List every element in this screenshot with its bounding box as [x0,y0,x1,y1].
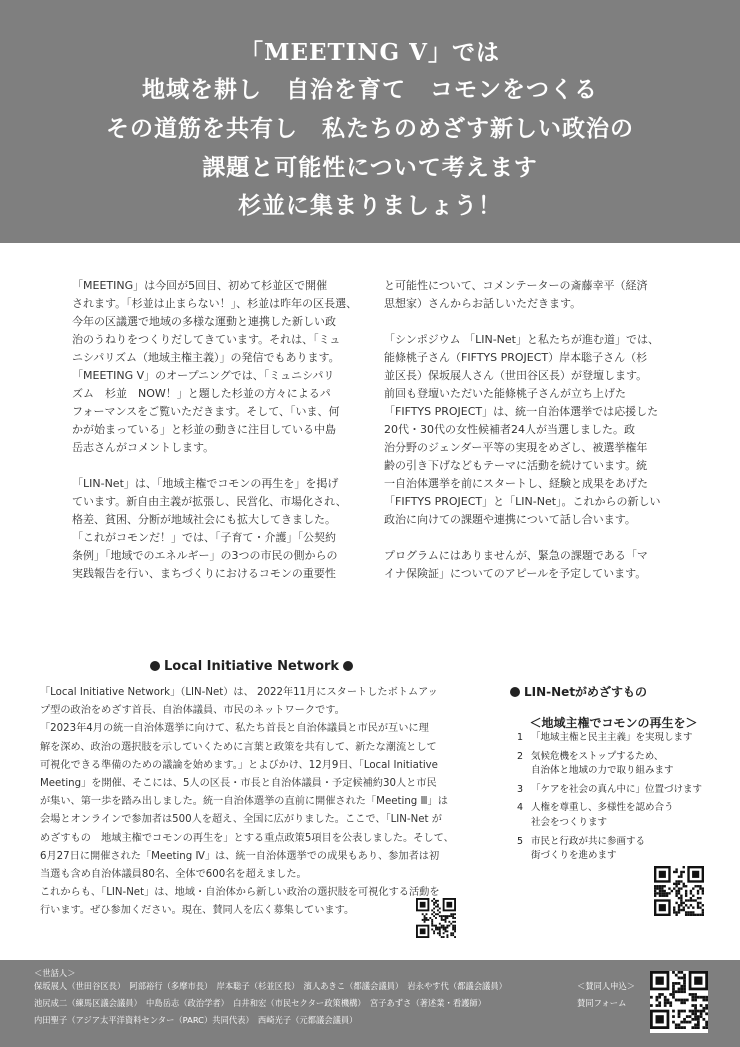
text-line: 「MEETING Ⅴ」のオープニングでは、「ミュニシパリ [72,369,335,382]
headline-line-5: 杉並に集まりましょう！ [238,192,502,219]
lin-section-title-text: Local Initiative Network [164,659,340,674]
text-line: 20代・30代の女性候補者24人が当選しました。政 [384,423,635,436]
text-line: と可能性について、コメンテーターの斎藤幸平（経済 [384,279,648,292]
text-line: 実践報告を行い、まちづくりにおけるコモンの重要性 [72,567,336,580]
goal-number: 3 [517,783,524,795]
text-line [384,313,684,331]
text-line [384,529,684,547]
organizers-line-3: 内田聖子（アジア太平洋資料センター（PARC）共同代表） 西崎光子（元都議会議員） [34,1015,358,1025]
headline-line-4: 課題と可能性について考えます [202,154,538,181]
supporter-label: ＜賛同人申込＞ [577,981,636,991]
lin-goals-heading [506,683,721,700]
text-line: 「FIFTYS PROJECT」と「LIN-Net」。これからの新しい [384,495,661,508]
goal-text: 気候危機をストップするため、 [531,750,664,762]
lin-goals-subheading: ＜地域主権でコモンの再生を＞ [529,716,698,730]
text-line: ています。新自由主義が拡張し、民営化、市場化され、 [72,495,347,508]
goal-text: 「ケアを社会の真ん中に」位置づけます [531,783,703,795]
goals-qr-code[interactable] [654,866,704,916]
organizers-label: ＜世話人＞ [34,968,76,978]
text-line: 並区長）保坂展人さん（世田谷区長）が登壇します。 [384,369,648,382]
footer-bar [0,960,740,1047]
lin-goals-list [517,731,717,868]
text-line: 治のうねりをつくりだしてきています。それは、「ミュ [72,333,341,346]
text-line: 思想家）さんからお話しいただきます。 [384,297,582,310]
text-line: 会場とオンラインで参加者は500人を超え、全国に広がりました。ここで、「LIN-Net が [40,814,442,826]
bullet-dot-icon [510,687,520,697]
text-line: ズム 杉並 NOW！」と題した杉並の方々によるパ [72,387,331,400]
goal-text: 自治体と地域の力で取り組みます [531,765,674,777]
text-line: プログラムにはありませんが、緊急の課題である「マ [384,549,648,562]
text-line: Meeting」を開催、そこには、5人の区長・市長と自治体議員・予定候補約30人と市民 [40,778,437,790]
text-line: 6月27日に開催された「Meeting Ⅳ」は、統一自治体選挙での成果もあり、参加者は初 [40,850,440,862]
goal-item [517,750,717,779]
bullet-dot-icon [343,661,353,671]
text-line: 格差、貧困、分断が地域社会にも拡大してきました。 [72,513,336,526]
text-line: 可視化できる準備のための議論を始めます。」とよびかけ、12月9日、「Local Initiative [40,759,438,771]
text-line: 前回も登壇いただいた能條桃子さんが立ち上げた [384,387,626,400]
text-line: 「FIFTYS PROJECT」は、統一自治体選挙では応援した [384,405,659,418]
qr-code-icon [416,898,456,938]
goal-number: 2 [517,750,524,762]
lin-goals-box [506,683,721,862]
text-line: ニシパリズム（地域主権主義）」の発信でもあります。 [72,351,340,364]
lin-qr-code[interactable] [416,898,456,938]
goal-text: 人権を尊重し、多様性を認め合う [531,802,674,814]
text-line [72,457,372,475]
text-line: これからも、「LIN-Net」は、地域・自治体から新しい政治の選択肢を可視化する活動を [40,887,440,899]
goal-item [517,801,717,830]
supporter-form-link[interactable]: 賛同フォーム [577,998,627,1008]
lin-section-body [40,684,480,921]
text-line: 「2023年4月の統一自治体選挙に向けて、私たち首長と自治体議員と市民が互いに理 [40,723,429,735]
text-line: めざすもの 地域主権でコモンの再生を」とする重点政策5項目を公表しました。そして、 [40,832,454,844]
goal-number: 1 [517,732,524,743]
text-line: 岳志さんがコメントします。 [72,441,215,454]
text-line: 政治に向けての課題や連携について話し合います。 [384,513,636,526]
text-line: されます。「杉並は止まらない！」、杉並は昨年の区長選、 [72,297,358,310]
intro-left-column [72,277,372,583]
text-line: フォーマンスをご覧いただきます。そして、「いま、何 [72,405,340,418]
qr-code-icon [650,971,708,1033]
text-line: 「これがコモンだ！」では、「子育て・介護」「公契約 [72,531,336,544]
text-line: 「シンポジウム 「LIN-Net」と私たちが進む道」では、 [384,333,659,346]
qr-code-icon [654,866,704,916]
headline-line-1: 「MEETING Ⅴ」では [240,39,500,66]
text-line: 条例」「地域でのエネルギー」の3つの市民の側からの [72,549,338,562]
lin-goals-heading-text: LIN-Netがめざすもの [524,685,648,699]
text-line: 「LIN-Net」は、「地域主権でコモンの再生を」を掲げ [72,477,339,490]
goal-number: 5 [517,835,524,847]
text-line: 一自治体選挙を前にスタートし、経験と成果をあげた [384,477,648,490]
organizers-line-2: 池尻成二（練馬区議会議員） 中島岳志（政治学者） 白井和宏（市民セクター政策機構） 宮子あずさ（著述業・看護師） [34,998,487,1008]
goal-text: 社会をつくります [531,816,608,828]
headline-line-2: 地域を耕し 自治を育て コモンをつくる [142,76,598,103]
text-line: 今年の区議選で地域の多様な運動と連携した新しい政 [72,315,336,328]
text-line: が集い、第一歩を踏み出しました。統一自治体選挙の直前に開催された「Meeting Ⅲ」は [40,796,448,808]
supporter-qr-code[interactable] [650,971,708,1033]
text-line: 「Local Initiative Network」（LIN-Net）は、 2022年11月にスタートしたボトムアッ [40,687,438,698]
headline-line-3: その道筋を共有し 私たちのめざす新しい政治の [106,115,634,142]
text-line: プ型の政治をめざす首長、自治体議員、市民のネットワークです。 [40,705,345,717]
goal-item [517,731,717,746]
text-line: 「MEETING」は今回が5回目、初めて杉並区で開催 [72,279,328,292]
text-line: 当選も含め自治体議員80名、全体で600名を超えました。 [40,869,307,881]
goal-text: 市民と行政が共に参画する [531,835,646,847]
goal-item [517,835,717,864]
header-banner [0,0,740,243]
text-line: イナ保険証」についてのアピールを予定しています。 [384,567,647,580]
organizers-line-1: 保坂展人（世田谷区長） 阿部裕行（多摩市長） 岸本聡子（杉並区長） 濱人あきこ（都議会議員） 岩永やす代（都議会議員） [34,981,507,991]
intro-right-column [384,277,684,583]
goal-item [517,783,717,798]
text-line: かが始まっている」と杉並の動きに注目している中島 [72,423,336,436]
goal-number: 4 [517,802,524,814]
text-line: 齢の引き下げなどもテーマに活動を続けています。統 [384,459,648,472]
text-line: 能條桃子さん（FIFTYS PROJECT）岸本聡子さん（杉 [384,351,648,364]
text-line: 行います。ぜひ参加ください。現在、賛同人を広く募集しています。 [40,905,355,917]
lin-section-title [146,659,357,674]
goal-text: 街づくりを進めます [531,850,617,862]
text-line: 解を深め、政治の選択肢を示していくために言葉と政策を共有して、新たな潮流として [40,741,437,753]
text-line: 治分野のジェンダー平等の実現をめざし、被選挙権年 [384,441,648,454]
goal-text: 「地域主権と民主主義」を実現します [531,732,693,743]
bullet-dot-icon [150,661,160,671]
